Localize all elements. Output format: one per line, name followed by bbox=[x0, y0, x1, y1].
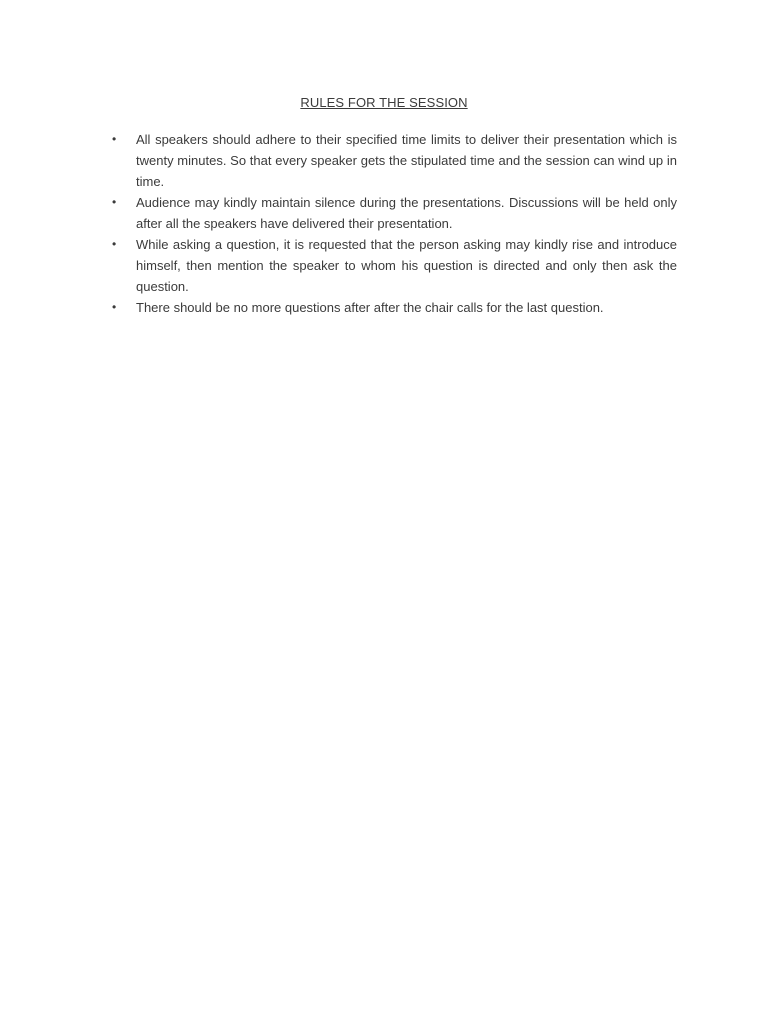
document-title: RULES FOR THE SESSION bbox=[300, 95, 468, 110]
bullet-icon: • bbox=[112, 132, 117, 146]
list-item bbox=[112, 192, 677, 234]
rule-text: All speakers should adhere to their specified time limits to deliver their presentation which is twenty minutes. So that every speaker gets the stipulated time and the session can wind up in time. bbox=[136, 132, 677, 189]
list-item bbox=[112, 297, 677, 318]
rule-text: Audience may kindly maintain silence during the presentations. Discussions will be held only after all the speakers have delivered their presentation. bbox=[136, 195, 677, 231]
list-item bbox=[112, 234, 677, 297]
rule-text: There should be no more questions after after the chair calls for the last question. bbox=[136, 300, 604, 315]
rules-list bbox=[112, 129, 677, 318]
list-item bbox=[112, 129, 677, 192]
bullet-icon: • bbox=[112, 300, 117, 314]
bullet-icon: • bbox=[112, 195, 117, 209]
rule-text: While asking a question, it is requested that the person asking may kindly rise and introduce himself, then mention the speaker to whom his question is directed and only then ask the question. bbox=[136, 237, 677, 294]
bullet-icon: • bbox=[112, 237, 117, 251]
